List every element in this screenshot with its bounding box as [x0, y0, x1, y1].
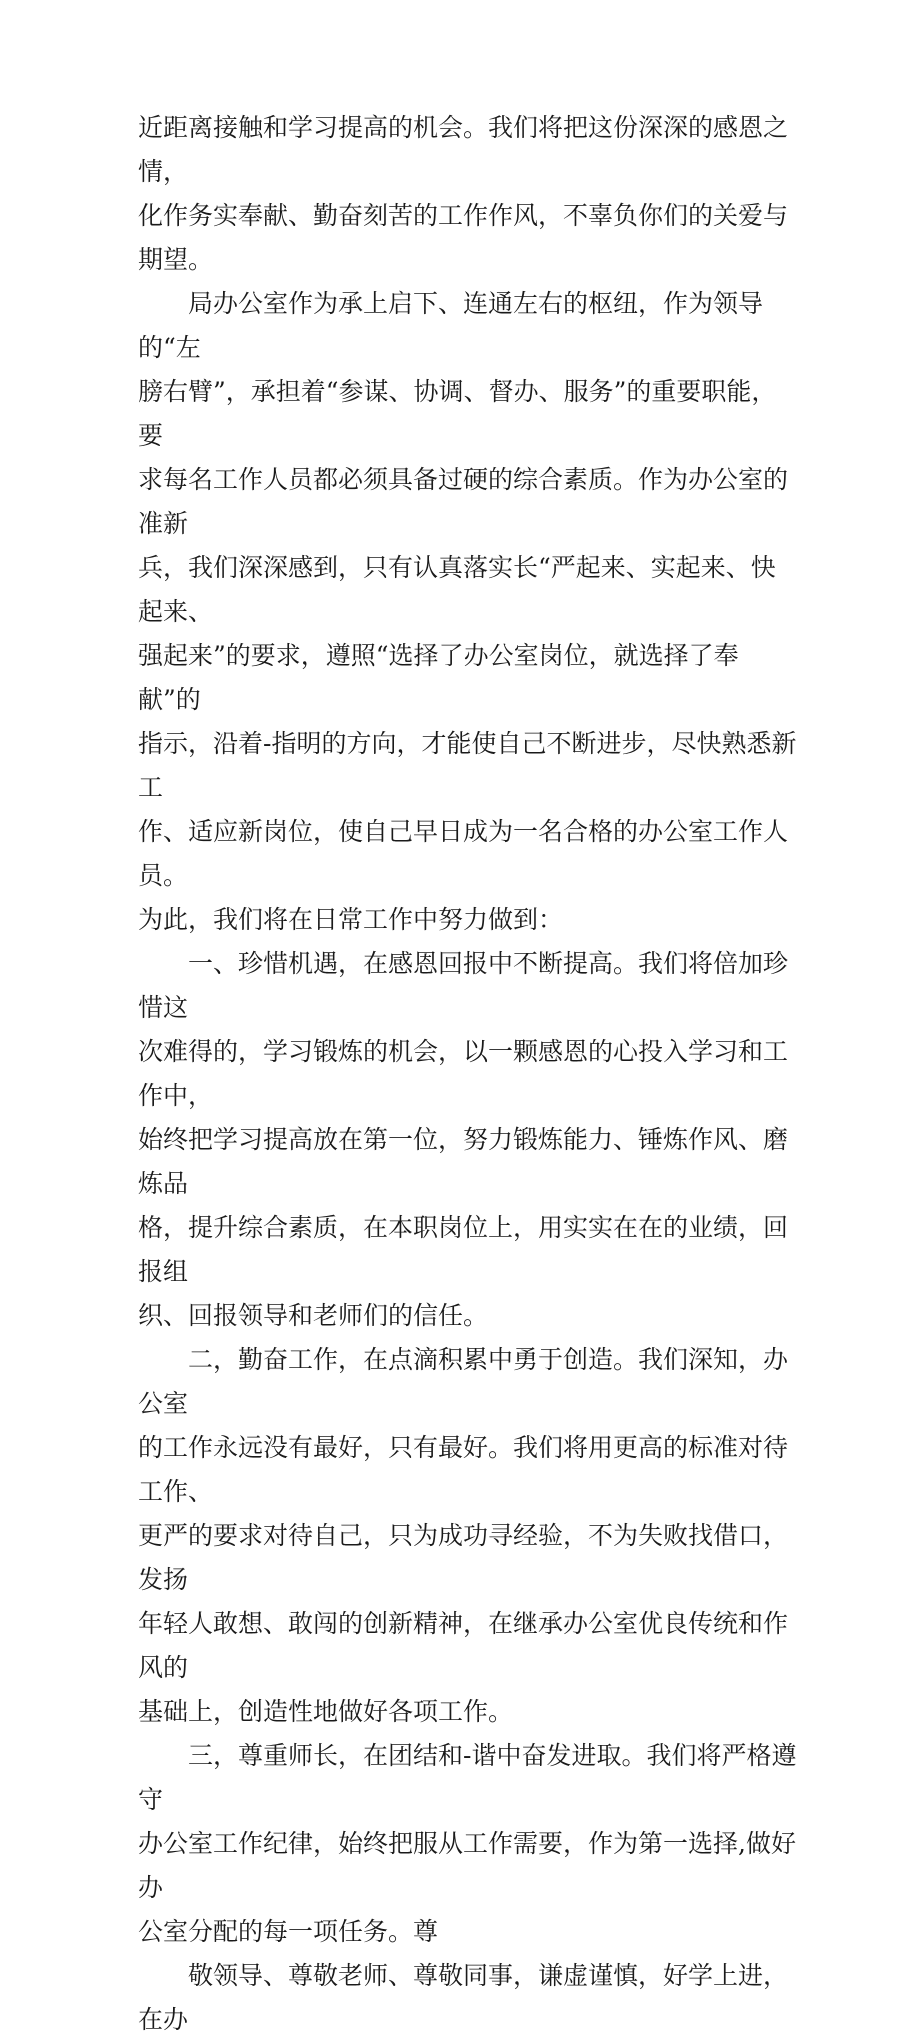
paragraph-5: 三，尊重师长，在团结和-谐中奋发进取。我们将严格遵守 办公室工作纪律，始终把服从工作需要，作为第一选择,做好办 公室分配的每一项任务。尊 [138, 1741, 797, 1946]
paragraph-1: 近距离接触和学习提高的机会。我们将把这份深深的感恩之情， 化作务实奉献、勤奋刻苦的工作作风，不辜负你们的关爱与期望。 [138, 113, 789, 274]
paragraph-6: 敬领导、尊敬老师、尊敬同事，谦虚谨慎，好学上进，在办 [138, 1961, 789, 2034]
document-body [138, 106, 798, 2042]
paragraph-3: 一、珍惜机遇，在感恩回报中不断提高。我们将倍加珍惜这 次难得的，学习锻炼的机会，以一颗感恩的心投入学习和工作中， 始终把学习提高放在第一位，努力锻炼能力、锤炼作风、磨炼品 格，提升综合素质，在本职岗位上，用实实在在的业绩，回报组 织、回报领导和老师们的信任。 [138, 949, 789, 1330]
paragraph-4: 二，勤奋工作，在点滴积累中勇于创造。我们深知，办公室 的工作永远没有最好，只有最好。我们将用更高的标准对待工作、 更严的要求对待自己，只为成功寻经验，不为失败找借口，发扬 年轻人敢想、敢闯的创新精神，在继承办公室优良传统和作风的 基础上，创造性地做好各项工作。 [138, 1345, 789, 1726]
paragraph-2: 局办公室作为承上启下、连通左右的枢纽，作为领导的“左 膀右臂”，承担着“参谋、协调、督办、服务”的重要职能，要 求每名工作人员都必须具备过硬的综合素质。作为办公室的准新 兵，我们深深感到，只有认真落实长“严起来、实起来、快起来、 强起来”的要求，遵照“选择了办公室岗位，就选择了奉献”的 指示，沿着-指明的方向，才能使自己不断进步，尽快熟悉新工 作、适应新岗位，使自己早日成为一名合格的办公室工作人员。 为此，我们将在日常工作中努力做到： [138, 289, 797, 934]
